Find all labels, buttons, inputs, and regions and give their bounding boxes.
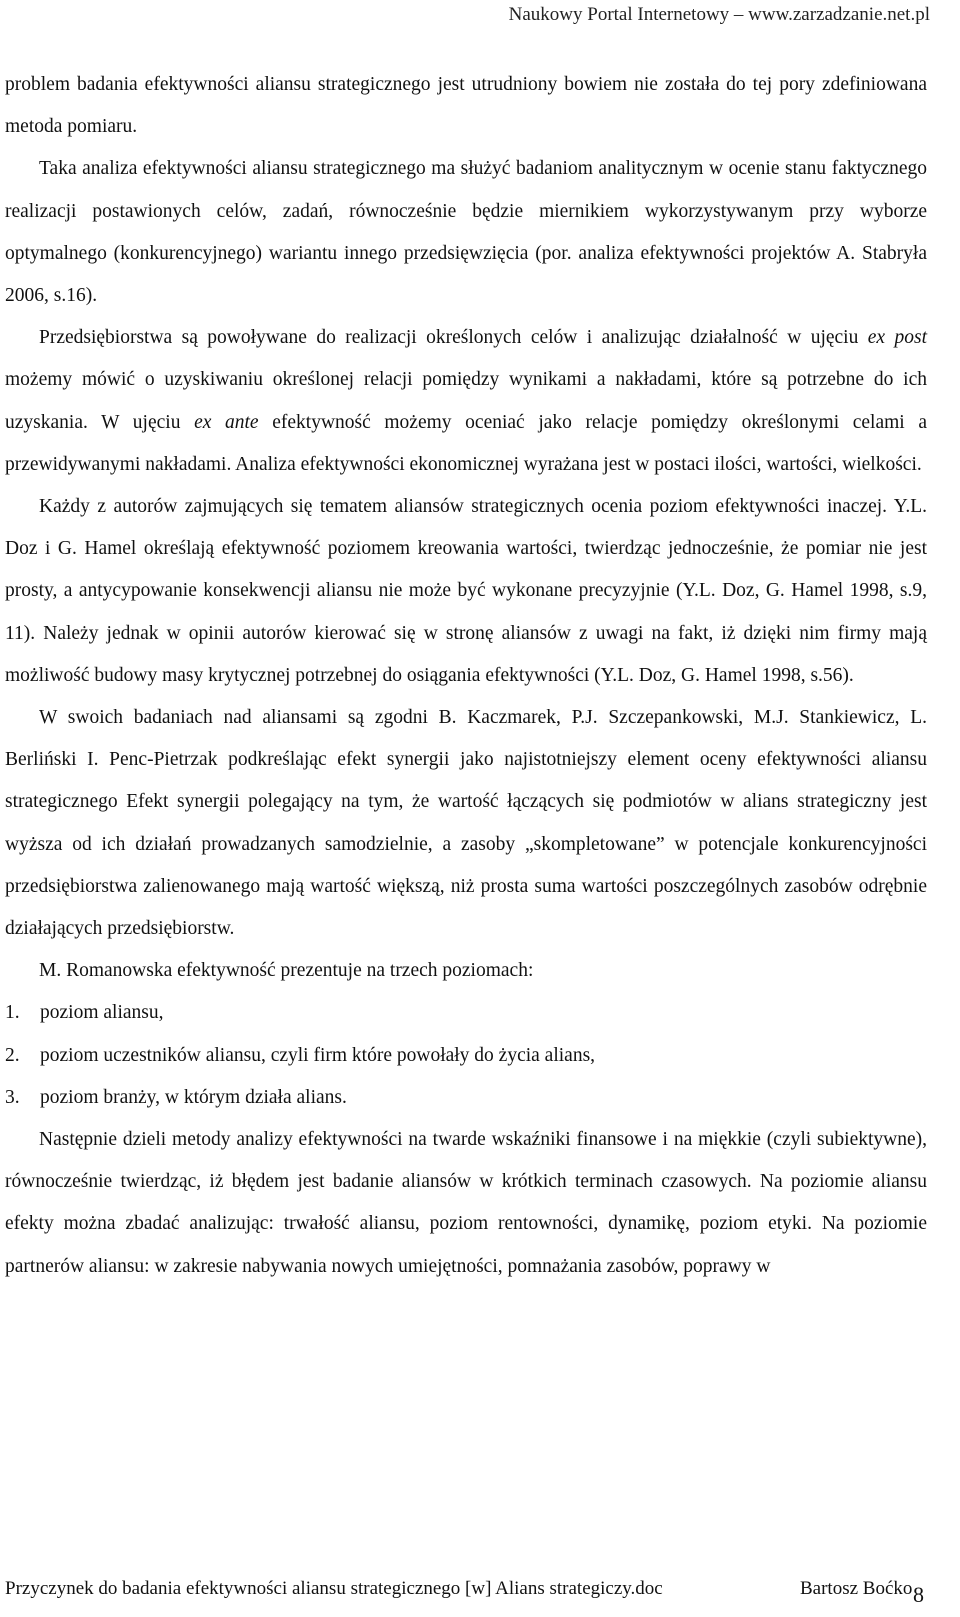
list-item-number: 2. xyxy=(5,1044,20,1066)
paragraph-5: W swoich badaniach nad aliansami są zgodni B. Kaczmarek, P.J. Szczepankowski, M.J. Stankiewicz, L. Berliński I. Penc-Pietrzak podkreślając efekt synergii jako najistotniejszy element oceny efektywności aliansu strategicznego Efekt synergii polegający na tym, że wartość łączących się podmiotów w alians strategiczny jest wyższa od ich działań prowadzanych samodzielnie, a zasoby „skompletowane” w potencjale konkurencyjności przedsiębiorstwa zalienowanego mają wartość większą, niż prosta suma wartości poszczególnych zasobów odrębnie działających przedsiębiorstw. xyxy=(5,707,927,940)
list-item-number: 1. xyxy=(5,1002,20,1024)
footer-author: Bartosz Boćko xyxy=(800,1578,913,1599)
list-item xyxy=(5,1035,927,1077)
paragraph-3 xyxy=(5,317,927,486)
paragraph-3-em-ex-post: ex post xyxy=(867,327,927,349)
paragraph-2: Taka analiza efektywności aliansu strategicznego ma służyć badaniom analitycznym w ocenie stanu faktycznego realizacji postawionych celów, zadań, równocześnie będzie miernikiem wykorzystywanym przy wyborze optymalnego (konkurencyjnego) wariantu innego przedsięwzięcia (por. analiza efektywności projektów A. Stabryła 2006, s.16). xyxy=(5,158,927,307)
list-item-number: 3. xyxy=(5,1086,20,1108)
paragraph-1: problem badania efektywności aliansu strategicznego jest utrudniony bowiem nie została do tej pory zdefiniowana metoda pomiaru. xyxy=(5,74,927,138)
page-header: Naukowy Portal Internetowy – www.zarzadzanie.net.pl xyxy=(508,4,930,25)
list-item-text: poziom aliansu, xyxy=(40,1002,164,1024)
page-number: 8 xyxy=(913,1582,924,1607)
paragraph-3-part-a: Przedsiębiorstwa są powoływane do realizacji określonych celów i analizując działalność w ujęciu xyxy=(39,327,868,349)
list-item-text: poziom uczestników aliansu, czyli firm które powołały do życia alians, xyxy=(40,1044,596,1066)
paragraph-6: M. Romanowska efektywność prezentuje na trzech poziomach: xyxy=(39,960,534,982)
list-item xyxy=(5,1077,927,1119)
list-item-text: poziom branży, w którym działa alians. xyxy=(40,1086,347,1108)
paragraph-4: Każdy z autorów zajmujących się tematem aliansów strategicznych ocenia poziom efektywności inaczej. Y.L. Doz i G. Hamel określają efektywność poziomem kreowania wartości, twierdząc jednocześnie, że pomiar nie jest prosty, a antycypowanie konsekwencji aliansu nie może być wykonane precyzyjnie (Y.L. Doz, G. Hamel 1998, s.9, 11). Należy jednak w opinii autorów kierować się w stronę aliansów z uwagi na fakt, iż dzięki nim firmy mają możliwość budowy masy krytycznej potrzebnej do osiągania efektywności (Y.L. Doz, G. Hamel 1998, s.56). xyxy=(5,496,927,686)
levels-list xyxy=(5,992,927,1119)
paragraph-7: Następnie dzieli metody analizy efektywności na twarde wskaźniki finansowe i na miękkie (czyli subiektywne), równocześnie twierdząc, iż błędem jest badanie aliansów w krótkich terminach czasowych. Na poziomie aliansu efekty można zbadać analizując: trwałość aliansu, poziom rentowności, dynamikę, poziom etyki. Na poziomie partnerów aliansu: w zakresie nabywania nowych umiejętności, pomnażania zasobów, poprawy w xyxy=(5,1129,927,1277)
footer-document-title: Przyczynek do badania efektywności aliansu strategicznego [w] Alians strategiczy.doc xyxy=(5,1578,663,1599)
list-item xyxy=(5,992,927,1034)
paragraph-3-part-c: efektywność możemy oceniać jako relacje pomiędzy określonymi celami a przewidywanymi nakładami. Analiza efektywności ekonomicznej wyrażana jest w postaci ilości, wartości, wielkości. xyxy=(5,411,927,475)
page-footer xyxy=(5,1578,935,1607)
paragraph-3-part-b: możemy mówić o uzyskiwaniu określonej relacji pomiędzy wynikami a nakładami, które są potrzebne do ich uzyskania. W ujęciu xyxy=(5,369,927,433)
paragraph-3-em-ex-ante: ex ante xyxy=(194,411,259,433)
document-body xyxy=(5,64,927,1288)
